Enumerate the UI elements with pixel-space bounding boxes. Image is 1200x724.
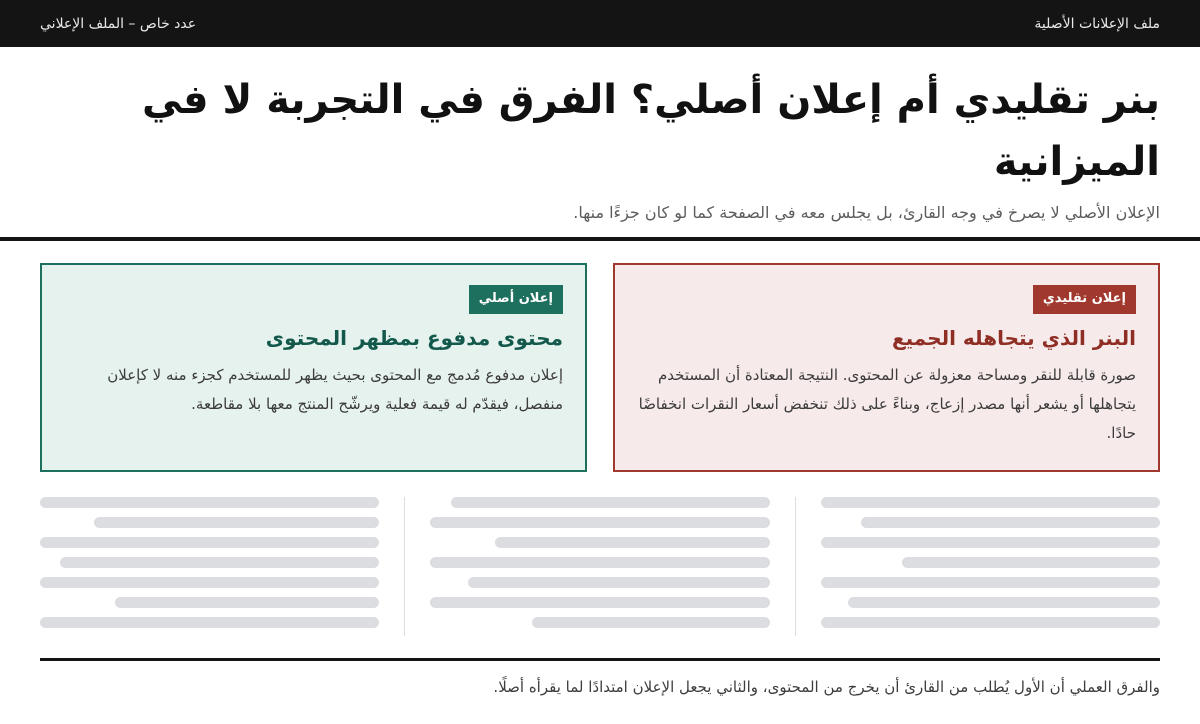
placeholder-line xyxy=(60,557,379,568)
placeholder-line xyxy=(495,537,770,548)
native-ad-tag: إعلان أصلي xyxy=(469,285,563,314)
placeholder-line xyxy=(861,517,1160,528)
placeholder-line xyxy=(40,537,379,548)
comparison-cards xyxy=(0,241,1200,472)
placeholder-line xyxy=(451,497,770,508)
native-ad-body: إعلان مدفوع مُدمج مع المحتوى بحيث يظهر للمستخدم كجزء منه لا كإعلان منفصل، فيقدّم له قيمة فعلية ويرشّح المنتج معها بلا مقاطعة. xyxy=(107,366,563,413)
traditional-ad-tag: إعلان تقليدي xyxy=(1033,285,1136,314)
placeholder-line xyxy=(115,597,380,608)
traditional-ad-body: صورة قابلة للنقر ومساحة معزولة عن المحتوى. النتيجة المعتادة أن المستخدم يتجاهلها أو يشعر أنها مصدر إزعاج، وبناءً على ذلك تنخفض أسعار النقرات انخفاضًا حادًا. xyxy=(638,366,1136,442)
placeholder-column xyxy=(796,497,1160,636)
hero xyxy=(0,47,1200,225)
placeholder-line xyxy=(40,497,379,508)
placeholder-line xyxy=(40,577,379,588)
placeholder-line xyxy=(821,537,1160,548)
native-ad-title: محتوى مدفوع بمظهر المحتوى xyxy=(265,326,563,350)
placeholder-line xyxy=(821,497,1160,508)
placeholder-column xyxy=(405,497,795,636)
footer-note: والفرق العملي أن الأول يُطلب من القارئ أن يخرج من المحتوى، والثاني يجعل الإعلان امتدادًا لما يقرأه أصلًا. xyxy=(493,678,1160,696)
page-title: بنر تقليدي أم إعلان أصلي؟ الفرق في التجربة لا في الميزانية xyxy=(141,77,1160,185)
placeholder-line xyxy=(468,577,770,588)
native-ad-card xyxy=(40,263,587,472)
placeholder-column xyxy=(40,497,405,636)
placeholder-line xyxy=(430,557,769,568)
placeholder-line xyxy=(821,577,1160,588)
placeholder-line xyxy=(40,617,379,628)
traditional-ad-title: البنر الذي يتجاهله الجميع xyxy=(891,326,1136,350)
placeholder-line xyxy=(94,517,379,528)
placeholder-line xyxy=(430,517,769,528)
placeholder-line xyxy=(902,557,1160,568)
top-bar xyxy=(0,0,1200,47)
section-label: ملف الإعلانات الأصلية xyxy=(1034,15,1160,32)
placeholder-text-columns xyxy=(40,497,1160,636)
placeholder-line xyxy=(848,597,1160,608)
placeholder-line xyxy=(532,617,770,628)
issue-label: عدد خاص – الملف الإعلاني xyxy=(40,15,197,32)
placeholder-line xyxy=(430,597,769,608)
page-subtitle: الإعلان الأصلي لا يصرخ في وجه القارئ، بل يجلس معه في الصفحة كما لو كان جزءًا منها. xyxy=(573,203,1160,222)
traditional-ad-card xyxy=(613,263,1160,472)
placeholder-line xyxy=(821,617,1160,628)
